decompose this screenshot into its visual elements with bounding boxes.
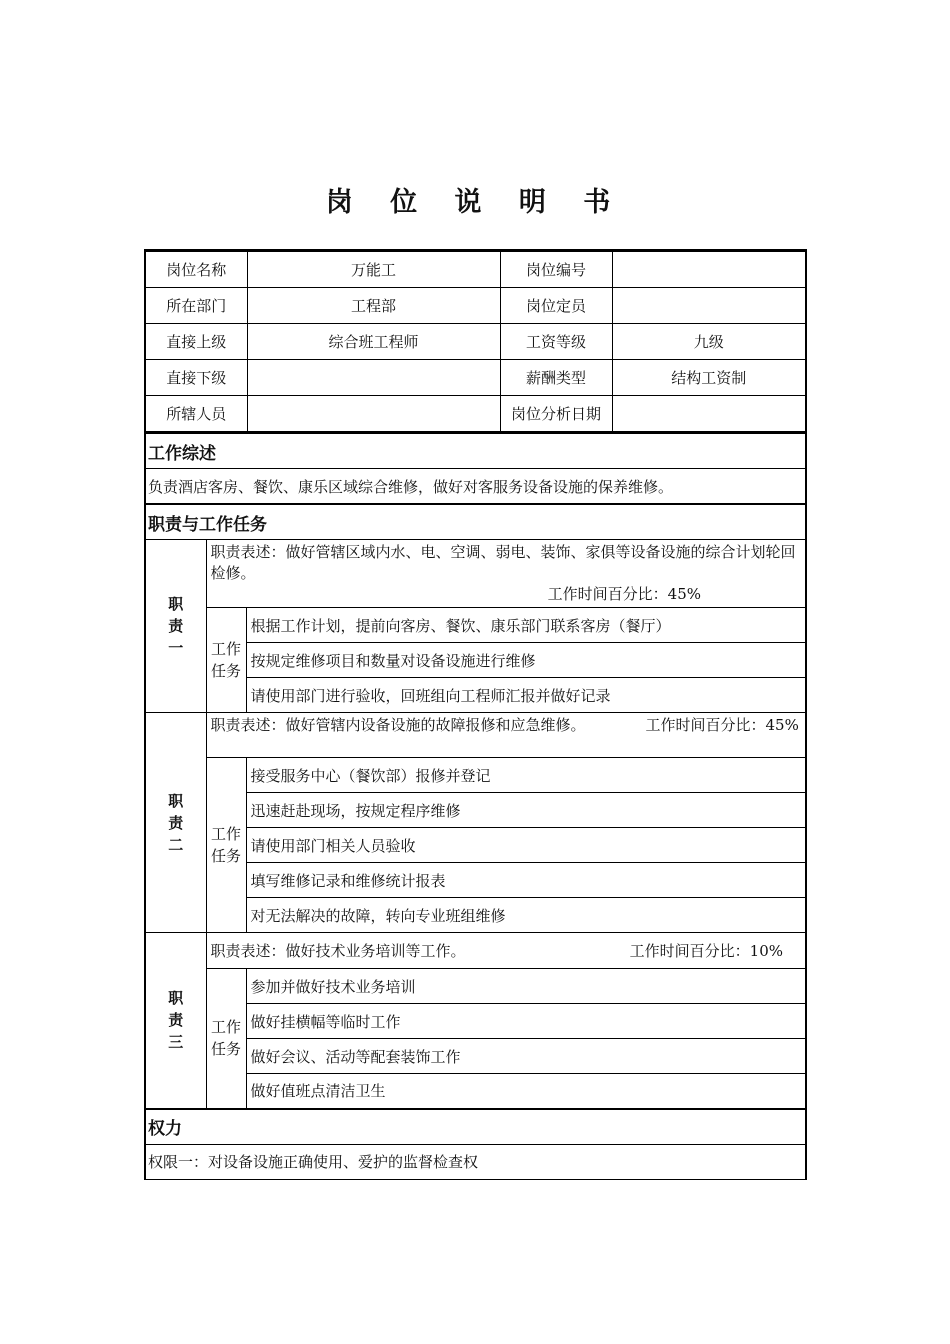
authority-item: 权限一：对设备设施正确使用、爱护的监督检查权 (146, 1144, 805, 1179)
field-value: 万能工 (247, 252, 500, 288)
basic-row (146, 324, 805, 360)
task-row (146, 608, 805, 643)
field-label: 岗位分析日期 (500, 396, 612, 432)
duty-label: 职 责 三 (146, 933, 206, 1109)
basic-row (146, 360, 805, 396)
task-item: 填写维修记录和维修统计报表 (246, 863, 805, 898)
duty-description-text: 职责表述：做好管辖内设备设施的故障报修和应急维修。 (210, 716, 586, 734)
field-value (612, 252, 805, 288)
basic-row (146, 396, 805, 432)
task-item: 做好挂横幅等临时工作 (246, 1004, 805, 1039)
task-item: 按规定维修项目和数量对设备设施进行维修 (246, 643, 805, 678)
task-item: 做好值班点清洁卫生 (246, 1074, 805, 1109)
section-heading-duties: 职责与工作任务 (146, 504, 805, 540)
duties-table (146, 432, 805, 1180)
time-percentage: 工作时间百分比：10% (629, 942, 783, 960)
duty-description-text: 职责表述：做好技术业务培训等工作。 (210, 942, 466, 960)
field-value: 结构工资制 (612, 360, 805, 396)
task-row (146, 758, 805, 793)
field-label: 岗位定员 (500, 288, 612, 324)
field-label: 直接上级 (146, 324, 247, 360)
duty-description-row (146, 540, 805, 608)
duty-description (206, 540, 805, 608)
task-label: 工作 任务 (206, 969, 246, 1109)
field-label: 工资等级 (500, 324, 612, 360)
section-heading-authority: 权力 (146, 1109, 805, 1145)
task-item: 根据工作计划，提前向客房、餐饮、康乐部门联系客房（餐厅） (246, 608, 805, 643)
field-value (247, 396, 500, 432)
page-title: 岗 位 说 明 书 (325, 187, 625, 218)
field-value (612, 288, 805, 324)
field-value: 工程部 (247, 288, 500, 324)
field-value: 九级 (612, 324, 805, 360)
field-value: 综合班工程师 (247, 324, 500, 360)
task-item: 做好会议、活动等配套装饰工作 (246, 1039, 805, 1074)
duty-description (206, 713, 805, 758)
time-percentage: 工作时间百分比：45% (645, 716, 799, 734)
duty-description-text: 职责表述：做好管辖区域内水、电、空调、弱电、装饰、家俱等设备设施的综合计划轮回检修。 (210, 543, 796, 582)
field-label: 薪酬类型 (500, 360, 612, 396)
duty-label: 职 责 二 (146, 713, 206, 933)
task-item: 请使用部门进行验收，回班组向工程师汇报并做好记录 (246, 678, 805, 713)
field-label: 所在部门 (146, 288, 247, 324)
field-value (612, 396, 805, 432)
summary-text: 负责酒店客房、餐饮、康乐区域综合维修，做好对客服务设备设施的保养维修。 (146, 469, 805, 505)
task-item: 参加并做好技术业务培训 (246, 969, 805, 1004)
field-label: 所辖人员 (146, 396, 247, 432)
task-item: 请使用部门相关人员验收 (246, 828, 805, 863)
duty-description-row (146, 933, 805, 969)
duty-label: 职 责 一 (146, 540, 206, 713)
task-row (146, 969, 805, 1004)
field-label: 岗位名称 (146, 252, 247, 288)
task-item: 对无法解决的故障，转向专业班组维修 (246, 898, 805, 933)
duty-description-row (146, 713, 805, 758)
field-label: 岗位编号 (500, 252, 612, 288)
task-item: 迅速赶赴现场，按规定程序维修 (246, 793, 805, 828)
time-percentage: 工作时间百分比：45% (547, 585, 701, 603)
job-description-form (144, 249, 807, 1180)
task-label: 工作 任务 (206, 758, 246, 933)
duty-description (206, 933, 805, 969)
basic-row (146, 288, 805, 324)
task-item: 接受服务中心（餐饮部）报修并登记 (246, 758, 805, 793)
section-heading-summary: 工作综述 (146, 433, 805, 469)
basic-row (146, 252, 805, 288)
basic-info-table (146, 251, 805, 432)
task-label: 工作 任务 (206, 608, 246, 713)
field-label: 直接下级 (146, 360, 247, 396)
field-value (247, 360, 500, 396)
